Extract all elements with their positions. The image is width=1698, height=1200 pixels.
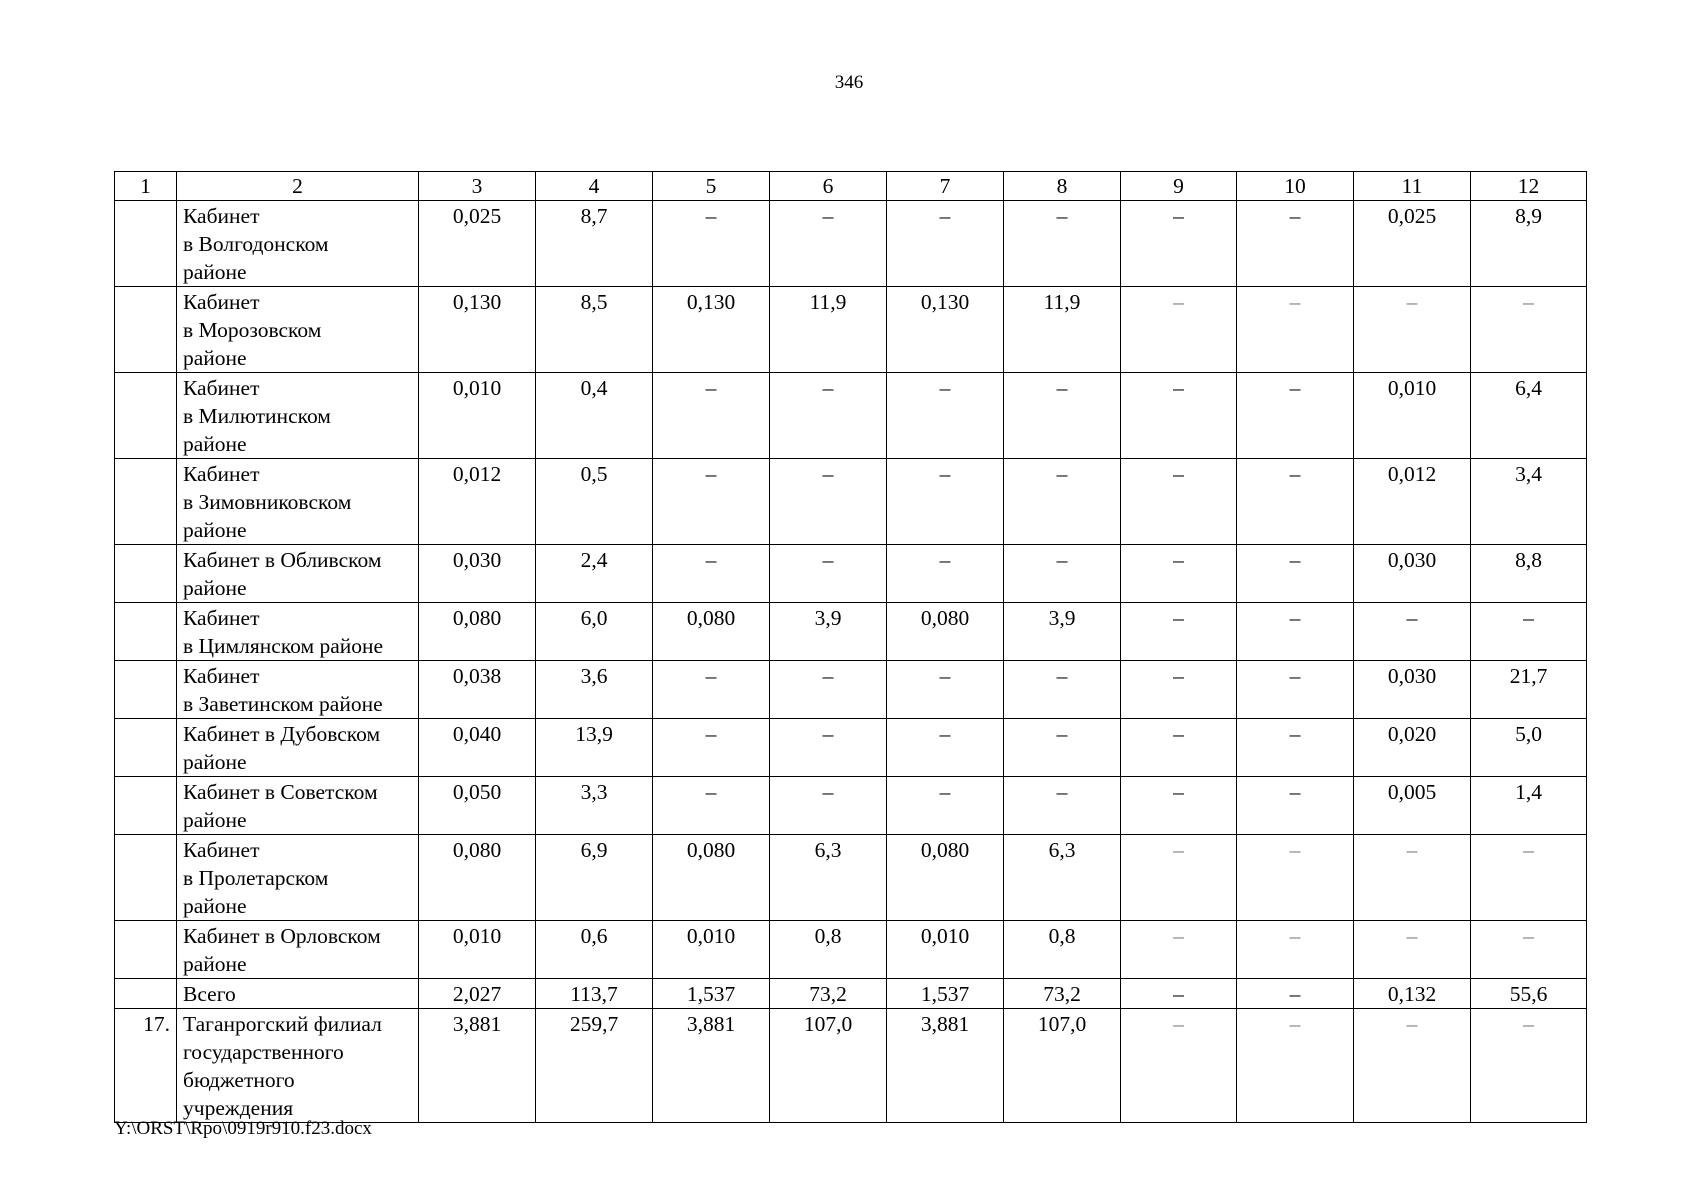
table-row — [115, 459, 1587, 545]
row-number-cell — [115, 201, 177, 287]
value-cell: – — [1471, 603, 1587, 661]
value-cell: – — [770, 459, 887, 545]
value-cell: 0,130 — [887, 287, 1004, 373]
value-cell: 1,4 — [1471, 777, 1587, 835]
row-number-cell — [115, 719, 177, 777]
row-name-cell: Всего — [177, 979, 419, 1009]
row-name-cell: Кабинет в Заветинском районе — [177, 661, 419, 719]
value-cell: 259,7 — [536, 1009, 653, 1123]
row-name-cell: Таганрогский филиал государственного бюджетного учреждения — [177, 1009, 419, 1123]
row-number-cell — [115, 373, 177, 459]
value-cell: – — [653, 201, 770, 287]
table-row — [115, 603, 1587, 661]
value-cell: 0,080 — [887, 603, 1004, 661]
value-cell: – — [770, 201, 887, 287]
value-cell: 0,130 — [419, 287, 536, 373]
value-cell: 0,010 — [653, 921, 770, 979]
value-cell: – — [653, 661, 770, 719]
value-cell: – — [1004, 719, 1121, 777]
value-cell: 1,537 — [653, 979, 770, 1009]
value-cell: – — [1471, 1009, 1587, 1123]
row-name-cell: Кабинет в Волгодонском районе — [177, 201, 419, 287]
row-name-cell: Кабинет в Советском районе — [177, 777, 419, 835]
value-cell: – — [1471, 921, 1587, 979]
value-cell: – — [1004, 661, 1121, 719]
value-cell: 8,7 — [536, 201, 653, 287]
data-table — [114, 171, 1587, 1123]
value-cell: 113,7 — [536, 979, 653, 1009]
row-name-cell: Кабинет в Пролетарском районе — [177, 835, 419, 921]
value-cell: 0,030 — [419, 545, 536, 603]
value-cell: 0,5 — [536, 459, 653, 545]
table-row — [115, 545, 1587, 603]
value-cell: 0,012 — [1354, 459, 1471, 545]
value-cell: – — [887, 201, 1004, 287]
column-number-row — [115, 172, 1587, 201]
column-number-cell: 7 — [887, 172, 1004, 201]
row-name-cell: Кабинет в Зимовниковском районе — [177, 459, 419, 545]
column-number-cell: 5 — [653, 172, 770, 201]
value-cell: – — [1121, 545, 1237, 603]
table-row — [115, 835, 1587, 921]
value-cell: – — [1237, 979, 1354, 1009]
table-row — [115, 373, 1587, 459]
table-row — [115, 719, 1587, 777]
column-number-cell: 9 — [1121, 172, 1237, 201]
row-number-cell — [115, 545, 177, 603]
value-cell: 0,6 — [536, 921, 653, 979]
value-cell: 0,038 — [419, 661, 536, 719]
value-cell: – — [1121, 1009, 1237, 1123]
value-cell: – — [887, 545, 1004, 603]
value-cell: – — [770, 373, 887, 459]
value-cell: 0,132 — [1354, 979, 1471, 1009]
value-cell: 107,0 — [1004, 1009, 1121, 1123]
value-cell: 6,3 — [1004, 835, 1121, 921]
value-cell: 0,050 — [419, 777, 536, 835]
value-cell: 0,080 — [653, 835, 770, 921]
value-cell: – — [1121, 661, 1237, 719]
value-cell: 6,0 — [536, 603, 653, 661]
value-cell: 6,3 — [770, 835, 887, 921]
value-cell: – — [887, 459, 1004, 545]
value-cell: – — [1471, 835, 1587, 921]
value-cell: – — [887, 661, 1004, 719]
value-cell: 0,010 — [419, 373, 536, 459]
row-number-cell — [115, 603, 177, 661]
column-number-cell: 1 — [115, 172, 177, 201]
value-cell: 1,537 — [887, 979, 1004, 1009]
value-cell: 0,8 — [1004, 921, 1121, 979]
row-number-cell — [115, 777, 177, 835]
value-cell: – — [1121, 719, 1237, 777]
value-cell: – — [653, 459, 770, 545]
value-cell: 0,005 — [1354, 777, 1471, 835]
value-cell: – — [1237, 545, 1354, 603]
value-cell: – — [1237, 719, 1354, 777]
value-cell: – — [1237, 661, 1354, 719]
value-cell: 0,080 — [653, 603, 770, 661]
value-cell: – — [1354, 835, 1471, 921]
value-cell: 0,8 — [770, 921, 887, 979]
value-cell: 13,9 — [536, 719, 653, 777]
value-cell: – — [1121, 979, 1237, 1009]
value-cell: 21,7 — [1471, 661, 1587, 719]
value-cell: – — [1354, 287, 1471, 373]
value-cell: 0,010 — [1354, 373, 1471, 459]
value-cell: – — [1354, 1009, 1471, 1123]
value-cell: – — [1121, 777, 1237, 835]
value-cell: – — [1237, 1009, 1354, 1123]
value-cell: – — [1237, 373, 1354, 459]
column-number-cell: 11 — [1354, 172, 1471, 201]
value-cell: 8,9 — [1471, 201, 1587, 287]
value-cell: – — [1121, 287, 1237, 373]
value-cell: 2,4 — [536, 545, 653, 603]
value-cell: 0,025 — [1354, 201, 1471, 287]
value-cell: 0,080 — [419, 603, 536, 661]
value-cell: – — [1237, 201, 1354, 287]
table-row — [115, 777, 1587, 835]
value-cell: 0,130 — [653, 287, 770, 373]
value-cell: 0,025 — [419, 201, 536, 287]
value-cell: – — [653, 373, 770, 459]
row-number-cell — [115, 921, 177, 979]
value-cell: 8,8 — [1471, 545, 1587, 603]
value-cell: – — [887, 373, 1004, 459]
value-cell: – — [1237, 287, 1354, 373]
value-cell: – — [1004, 201, 1121, 287]
column-number-cell: 4 — [536, 172, 653, 201]
value-cell: – — [1237, 921, 1354, 979]
row-name-cell: Кабинет в Цимлянском районе — [177, 603, 419, 661]
value-cell: 3,3 — [536, 777, 653, 835]
table-row — [115, 287, 1587, 373]
value-cell: 5,0 — [1471, 719, 1587, 777]
value-cell: 11,9 — [1004, 287, 1121, 373]
value-cell: – — [1121, 459, 1237, 545]
value-cell: – — [1004, 545, 1121, 603]
value-cell: 0,010 — [887, 921, 1004, 979]
table-row — [115, 1009, 1587, 1123]
value-cell: – — [1354, 921, 1471, 979]
value-cell: 3,881 — [887, 1009, 1004, 1123]
row-name-cell: Кабинет в Морозовском районе — [177, 287, 419, 373]
value-cell: – — [887, 719, 1004, 777]
value-cell: – — [770, 719, 887, 777]
value-cell: 0,080 — [887, 835, 1004, 921]
value-cell: 6,4 — [1471, 373, 1587, 459]
column-number-cell: 12 — [1471, 172, 1587, 201]
value-cell: – — [770, 777, 887, 835]
value-cell: – — [1237, 603, 1354, 661]
value-cell: – — [653, 777, 770, 835]
value-cell: 0,030 — [1354, 545, 1471, 603]
row-name-cell: Кабинет в Орловском районе — [177, 921, 419, 979]
value-cell: – — [770, 661, 887, 719]
value-cell: 3,881 — [653, 1009, 770, 1123]
column-number-cell: 10 — [1237, 172, 1354, 201]
value-cell: 73,2 — [770, 979, 887, 1009]
table-body — [115, 172, 1587, 1123]
value-cell: 0,020 — [1354, 719, 1471, 777]
value-cell: 3,4 — [1471, 459, 1587, 545]
value-cell: – — [1004, 777, 1121, 835]
value-cell: 8,5 — [536, 287, 653, 373]
value-cell: – — [770, 545, 887, 603]
value-cell: – — [653, 545, 770, 603]
value-cell: 107,0 — [770, 1009, 887, 1123]
page-number: 346 — [834, 72, 864, 93]
value-cell: 0,030 — [1354, 661, 1471, 719]
value-cell: 55,6 — [1471, 979, 1587, 1009]
row-name-cell: Кабинет в Милютинском районе — [177, 373, 419, 459]
table-row — [115, 921, 1587, 979]
value-cell: – — [1121, 603, 1237, 661]
value-cell: – — [1237, 835, 1354, 921]
row-number-cell: 17. — [115, 1009, 177, 1123]
table-row — [115, 979, 1587, 1009]
value-cell: 3,9 — [1004, 603, 1121, 661]
row-name-cell: Кабинет в Обливском районе — [177, 545, 419, 603]
value-cell: 3,6 — [536, 661, 653, 719]
value-cell: 2,027 — [419, 979, 536, 1009]
value-cell: – — [1121, 835, 1237, 921]
value-cell: – — [1471, 287, 1587, 373]
value-cell: – — [1237, 459, 1354, 545]
row-number-cell — [115, 661, 177, 719]
value-cell: – — [1004, 459, 1121, 545]
row-number-cell — [115, 979, 177, 1009]
table-row — [115, 201, 1587, 287]
table-row — [115, 661, 1587, 719]
value-cell: – — [1121, 201, 1237, 287]
value-cell: – — [1121, 373, 1237, 459]
column-number-cell: 6 — [770, 172, 887, 201]
value-cell: 0,012 — [419, 459, 536, 545]
value-cell: – — [887, 777, 1004, 835]
value-cell: 11,9 — [770, 287, 887, 373]
column-number-cell: 8 — [1004, 172, 1121, 201]
row-number-cell — [115, 287, 177, 373]
value-cell: 0,010 — [419, 921, 536, 979]
value-cell: 3,9 — [770, 603, 887, 661]
value-cell: 3,881 — [419, 1009, 536, 1123]
file-path-footer: Y:\ORST\Rpo\0919r910.f23.docx — [114, 1118, 372, 1139]
value-cell: – — [1121, 921, 1237, 979]
value-cell: – — [1237, 777, 1354, 835]
row-name-cell: Кабинет в Дубовском районе — [177, 719, 419, 777]
value-cell: 0,080 — [419, 835, 536, 921]
column-number-cell: 2 — [177, 172, 419, 201]
value-cell: 73,2 — [1004, 979, 1121, 1009]
column-number-cell: 3 — [419, 172, 536, 201]
value-cell: – — [653, 719, 770, 777]
row-number-cell — [115, 459, 177, 545]
row-number-cell — [115, 835, 177, 921]
value-cell: – — [1354, 603, 1471, 661]
value-cell: – — [1004, 373, 1121, 459]
value-cell: 6,9 — [536, 835, 653, 921]
value-cell: 0,4 — [536, 373, 653, 459]
value-cell: 0,040 — [419, 719, 536, 777]
